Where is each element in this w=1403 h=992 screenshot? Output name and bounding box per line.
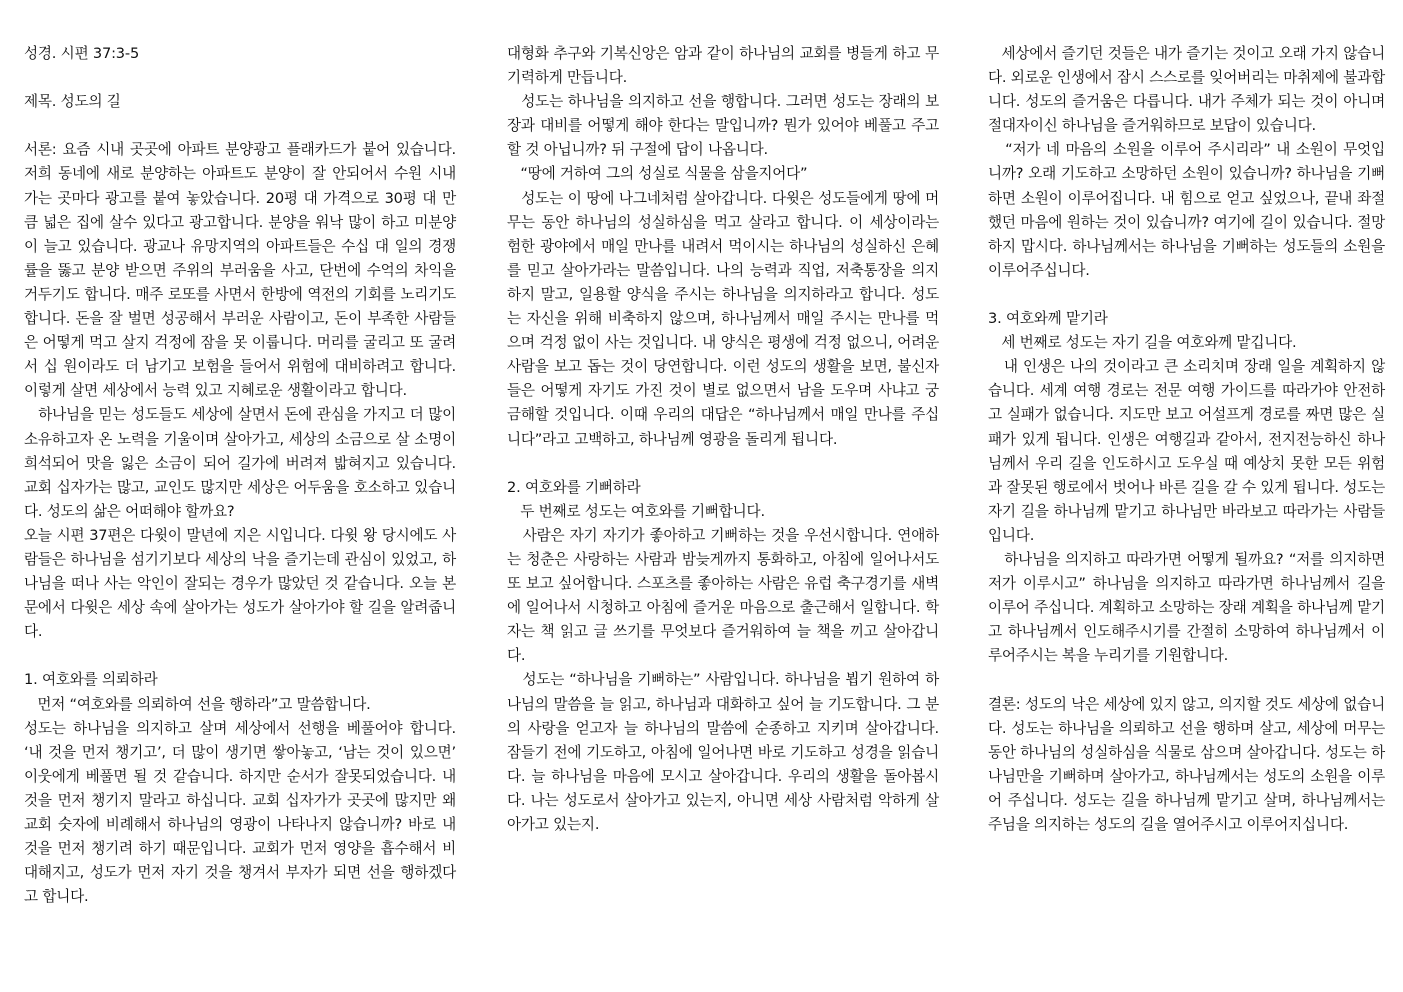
paragraph: 하나님을 믿는 성도들도 세상에 살면서 돈에 관심을 가지고 더 많이 소유하고자 온 노력을 기울이며 살아가고, 세상의 소금으로 살 소명이 희석되어 맛을 잃은 소금이 되어 길가에 버려져 밟혀지고 있습니다. 교회 십자가는 많고, 교인도 많지만 세상은 어두움을 호소하고 있습니다. 성도의 삶은 어떠해야 할까요? xyxy=(24,406,461,520)
paragraph: 결론: 성도의 낙은 세상에 있지 않고, 의지할 것도 세상에 없습니다. 성도는 하나님을 의뢰하고 선을 행하며 살고, 세상에 머무는 동안 하나님의 성실하심을 식물로 삼으며 살아갑니다. 성도는 하나님만을 기뻐하며 살아가고, 하나님께서는 성도의 소원을 이루어 주십니다. 성도는 길을 하나님께 맡기고 살며, 하나님께서는 주님을 의지하는 성도의 길을 열어주시고 이루어지십니다. xyxy=(988,695,1390,833)
paragraph: 성경. 시편 37:3-5 xyxy=(24,45,140,62)
paragraph: 성도는 “하나님을 기뻐하는” 사람입니다. 하나님을 뵙기 원하여 하나님의 말씀을 늘 읽고, 하나님과 대화하고 싶어 늘 기도합니다. 그 분의 사랑을 얻고자 늘 하나님의 말씀에 순종하고 지키며 살아갑니다. 잠들기 전에 기도하고, 아침에 일어나면 바로 기도하고 성경을 읽습니다. 늘 하나님을 마음에 모시고 살아갑니다. 우리의 생활을 돌아봅시다. 나는 성도로서 살아가고 있는지, 아니면 세상 사람처럼 악하게 살아가고 있는지. xyxy=(507,671,944,833)
paragraph: 성도는 하나님을 의지하고 살며 세상에서 선행을 베풀어야 합니다. ‘내 것을 먼저 챙기고’, 더 많이 생기면 쌓아놓고, ‘남는 것이 있으면’ 이웃에게 베풀면 될 것 같습니다. 하지만 순서가 잘못되었습니다. 내 것을 먼저 챙기지 말라고 하십니다. 교회 십자가가 곳곳에 많지만 왜 교회 숫자에 비례해서 하나님의 영광이 나타나지 않습니까? 바로 내 것을 먼저 챙기려 하기 때문입니다. 교회가 먼저 영양을 흡수해서 비대해지고, 성도가 먼저 자기 것을 챙겨서 부자가 되면 선을 행하겠다고 합니다. xyxy=(24,719,461,906)
paragraph-spacer xyxy=(988,668,1385,692)
paragraph: 세 번째로 성도는 자기 길을 여호와께 맡깁니다. xyxy=(988,334,1297,352)
paragraph-spacer xyxy=(24,114,456,138)
paragraph: 세상에서 즐기던 것들은 내가 즐기는 것이고 오래 가지 않습니다. 외로운 인생에서 잠시 스스로를 잊어버리는 마취제에 불과합니다. 성도의 즐거움은 다릅니다. 내가 주체가 되는 것이 아니며 절대자이신 하나님을 즐거워하므로 보답이 있습니다. xyxy=(988,45,1390,135)
paragraph: 성도는 이 땅에 나그네처럼 살아갑니다. 다윗은 성도들에게 땅에 머무는 동안 하나님의 성실하심을 먹고 살라고 합니다. 이 세상이라는 험한 광야에서 매일 만나를 내려서 먹이시는 하나님의 성실하신 은혜를 믿고 살아가라는 말씀입니다. 나의 능력과 직업, 저축통장을 의지하지 말고, 일용할 양식을 주시는 하나님을 의지하라고 합니다. 성도는 자신을 위해 비축하지 않으며, 하나님께서 매일 주시는 만나를 먹으며 걱정 없이 사는 것입니다. 내 양식은 평생에 걱정 없으니, 어려운 사람을 보고 돕는 것이 당연합니다. 이런 성도의 생활을 보면, 불신자들은 어떻게 자기도 가진 것이 별로 없으면서 남을 도우며 사냐고 궁금해할 것입니다. 이때 우리의 대답은 “하나님께서 매일 만나를 주십니다”라고 고백하고, 하나님께 영광을 돌리게 됩니다. xyxy=(507,189,944,448)
paragraph: 1. 여호와를 의뢰하라 xyxy=(24,671,158,689)
paragraph: 하나님을 의지하고 따라가면 어떻게 될까요? “저를 의지하면 저가 이루시고” 하나님을 의지하고 따라가면 하나님께서 길을 이루어 주십니다. 계획하고 소망하는 장래 계획을 하나님께 맡기고 하나님께서 인도해주시기를 간절히 소망하여 하나님께서 이루어주시는 복을 누리기를 기원합니다. xyxy=(988,550,1390,665)
text-column-1 xyxy=(24,42,461,909)
text-column-2 xyxy=(507,42,944,837)
paragraph: 성도는 하나님을 의지하고 선을 행합니다. 그러면 성도는 장래의 보장과 대비를 어떻게 해야 한다는 말입니까? 뭔가 있어야 베풀고 주고 할 것 아닙니까? 뒤 구절에 답이 나옵니다. xyxy=(507,93,944,159)
paragraph: 내 인생은 나의 것이라고 큰 소리치며 장래 일을 계획하지 않습니다. 세계 여행 경로는 전문 여행 가이드를 따라가야 안전하고 실패가 없습니다. 지도만 보고 어설프게 경로를 짜면 많은 실패가 있게 됩니다. 인생은 여행길과 같아서, 전지전능하신 하나님께서 우리 길을 인도하시고 도우실 때 예상치 못한 모든 위험과 잘못된 행로에서 벗어나 바른 길을 갈 수 있게 됩니다. 성도는 자기 길을 하나님께 맡기고 하나님만 바라보고 따라가는 사람들입니다. xyxy=(988,358,1390,544)
paragraph: 먼저 “여호와를 의뢰하여 선을 행하라”고 말씀합니다. xyxy=(24,695,371,713)
paragraph-spacer xyxy=(507,452,939,476)
paragraph: “저가 네 마음의 소원을 이루어 주시리라” 내 소원이 무엇입니까? 오래 기도하고 소망하던 소원이 있습니까? 하나님을 기뻐하면 소원이 이루어집니다. 내 힘으로 얻고 싶었으나, 끝내 좌절했던 마음에 원하는 것이 있습니까? 여기에 길이 있습니다. 절망하지 맙시다. 하나님께서는 하나님을 기뻐하는 성도들의 소원을 이루어주십니다. xyxy=(988,141,1390,279)
paragraph: 3. 여호와께 맡기라 xyxy=(988,310,1108,328)
paragraph: “땅에 거하여 그의 성실로 식물을 삼을지어다” xyxy=(507,165,808,183)
text-column-3 xyxy=(988,42,1390,837)
paragraph-spacer xyxy=(988,283,1385,307)
paragraph: 제목. 성도의 길 xyxy=(24,93,121,111)
paragraph: 오늘 시편 37편은 다윗이 말년에 지은 시입니다. 다윗 왕 당시에도 사람들은 하나님을 섬기기보다 세상의 낙을 즐기는데 관심이 있었고, 하나님을 떠나 사는 악인이 잘되는 경우가 많았던 것 같습니다. 오늘 본문에서 다윗은 세상 속에 살아가는 성도가 살아가야 할 길을 알려줍니다. xyxy=(24,526,456,641)
paragraph-spacer xyxy=(24,644,456,668)
paragraph: 사람은 자기 자기가 좋아하고 기뻐하는 것을 우선시합니다. 연애하는 청춘은 사랑하는 사람과 밤늦게까지 통화하고, 아침에 일어나서도 또 보고 싶어합니다. 스포츠를 좋아하는 사람은 유럽 축구경기를 새벽에 일어나서 시청하고 아침에 즐거운 마음으로 출근해서 일합니다. 학자는 책 읽고 글 쓰기를 무엇보다 즐거워하여 늘 책을 끼고 살아갑니다. xyxy=(507,526,944,665)
paragraph: 대형화 추구와 기복신앙은 암과 같이 하나님의 교회를 병들게 하고 무기력하게 만듭니다. xyxy=(507,45,939,87)
paragraph: 두 번째로 성도는 여호와를 기뻐합니다. xyxy=(507,502,765,520)
paragraph-spacer xyxy=(24,66,456,90)
paragraph: 서론: 요즘 시내 곳곳에 아파트 분양광고 플래카드가 붙어 있습니다. 저희 동네에 새로 분양하는 아파트도 분양이 잘 안되어서 수원 시내 가는 곳마다 광고를 붙여 놓았습니다. 20평 대 가격으로 30평 대 만큼 넓은 집에 살수 있다고 광고합니다. 분양을 워낙 많이 하고 미분양이 늘고 있습니다. 광교나 유망지역의 아파트들은 수십 대 일의 경쟁률을 뚫고 분양 받으면 주위의 부러움을 사고, 단번에 수억의 차익을 거두기도 합니다. 매주 로또를 사면서 한방에 역전의 기회를 노리기도 합니다. 돈을 잘 벌면 성공해서 부러운 사람이고, 돈이 부족한 사람들은 어떻게 먹고 살지 걱정에 잠을 못 이룹니다. 머리를 굴리고 또 굴려서 십 원이라도 더 남기고 보험을 들어서 위험에 대비하려고 합니다. 이렇게 살면 세상에서 능력 있고 지혜로운 생활이라고 합니다. xyxy=(24,141,461,400)
paragraph: 2. 여호와를 기뻐하라 xyxy=(507,478,641,496)
